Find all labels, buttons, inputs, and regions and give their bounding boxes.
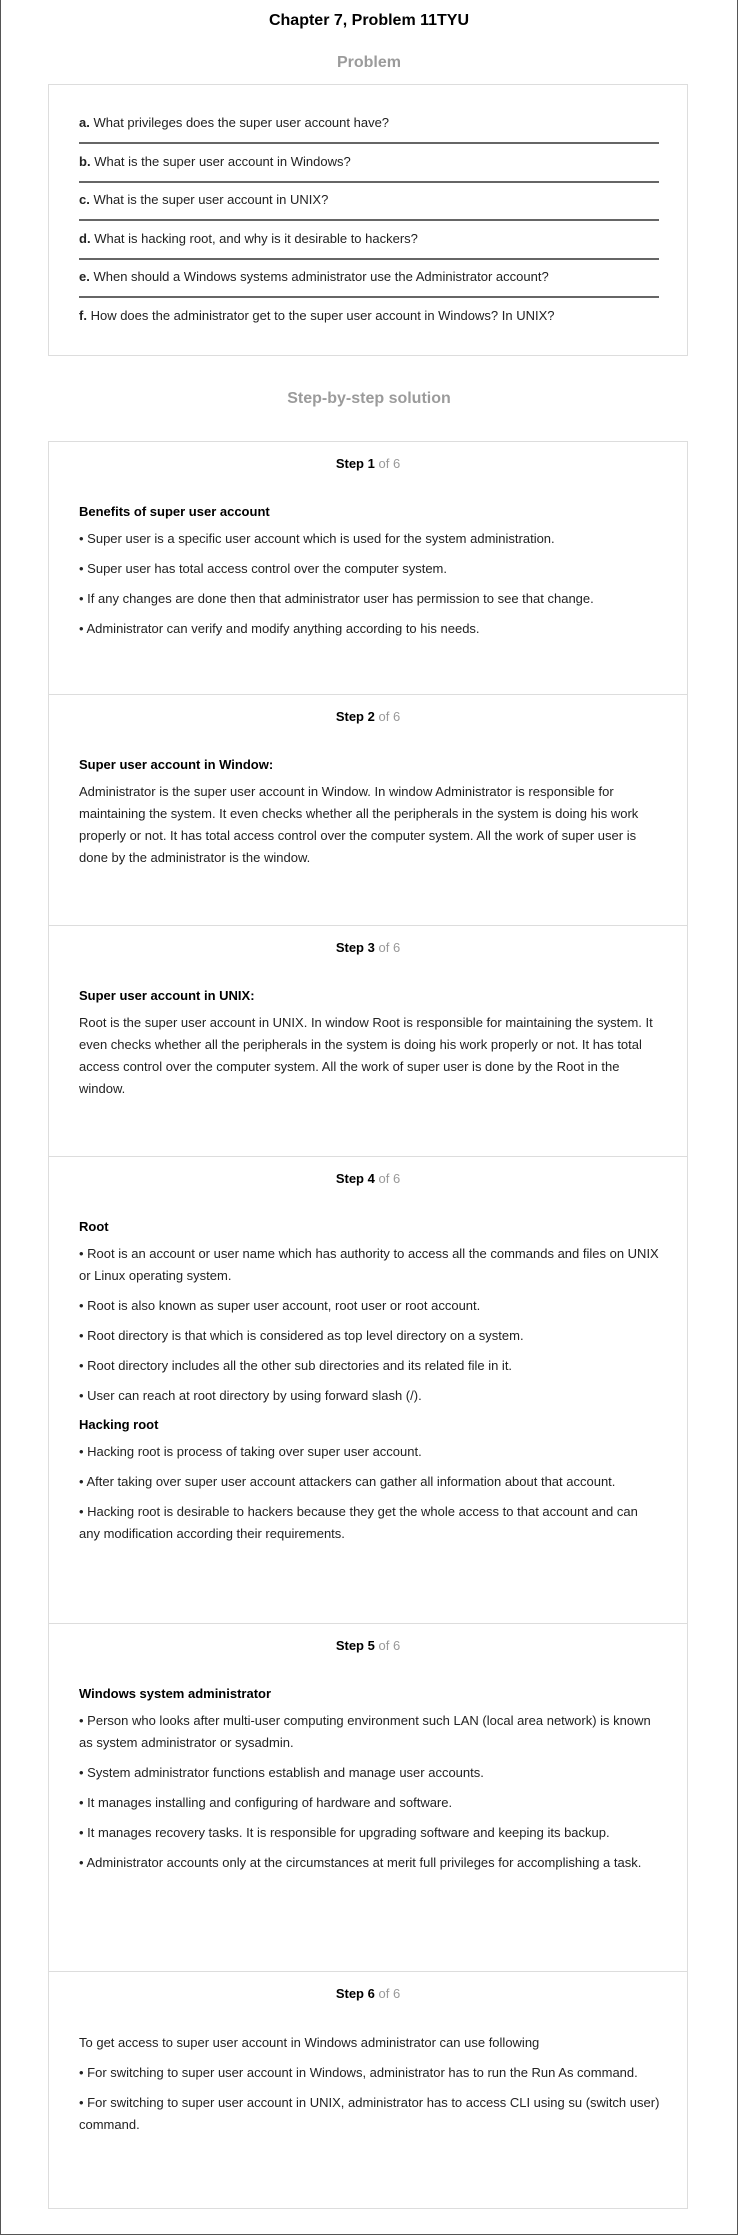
step-header: Step 4 of 6 bbox=[335, 1171, 401, 1186]
solution-box bbox=[48, 441, 688, 2209]
question-divider bbox=[79, 219, 659, 221]
paragraph: Root is the super user account in UNIX. In window Root is responsible for maintaining the system. It even checks whether all the peripherals in the system is doing his work properly or not. It has total access control over the computer system. All the work of super user is done by the Root in the window. bbox=[79, 1015, 653, 1096]
paragraph: To get access to super user account in Windows administrator can use following bbox=[79, 2035, 540, 2050]
step-heading: Root bbox=[79, 1219, 109, 1234]
bullet: • Administrator can verify and modify anything according to his needs. bbox=[79, 621, 480, 636]
question-divider bbox=[79, 296, 659, 298]
step-header: Step 1 of 6 bbox=[335, 456, 401, 471]
step-content bbox=[79, 502, 661, 648]
step-heading: Super user account in Window: bbox=[79, 757, 274, 772]
question-f: f. How does the administrator get to the super user account in Windows? In UNIX? bbox=[79, 308, 555, 323]
step-subheading: Hacking root bbox=[79, 1417, 159, 1432]
question-d: d. What is hacking root, and why is it desirable to hackers? bbox=[79, 231, 418, 246]
step-header: Step 2 of 6 bbox=[335, 709, 401, 724]
step-header: Step 6 of 6 bbox=[335, 1986, 401, 2001]
problem-heading: Problem bbox=[336, 54, 401, 71]
bullet: • System administrator functions establish and manage user accounts. bbox=[79, 1765, 484, 1780]
bullet: • Hacking root is desirable to hackers because they get the whole access to that account and can any modification according their requirements. bbox=[79, 1504, 638, 1541]
step-heading: Benefits of super user account bbox=[79, 504, 270, 519]
bullet: • Person who looks after multi-user computing environment such LAN (local area network) is known as system administrator or sysadmin. bbox=[79, 1713, 651, 1750]
bullet: • Administrator accounts only at the circumstances at merit full privileges for accomplishing a task. bbox=[79, 1855, 642, 1870]
solution-heading: Step-by-step solution bbox=[287, 390, 451, 407]
question-divider bbox=[79, 142, 659, 144]
bullet: • For switching to super user account in UNIX, administrator has to access CLI using su (switch user) command. bbox=[79, 2095, 660, 2132]
step-4 bbox=[49, 1156, 687, 1623]
step-content bbox=[79, 986, 661, 1108]
bullet: • It manages installing and configuring of hardware and software. bbox=[79, 1795, 453, 1810]
bullet: • If any changes are done then that administrator user has permission to see that change. bbox=[79, 591, 594, 606]
bullet: • Root directory is that which is considered as top level directory on a system. bbox=[79, 1328, 524, 1343]
step-3 bbox=[49, 925, 687, 1156]
question-a: a. What privileges does the super user account have? bbox=[79, 115, 390, 130]
question-divider bbox=[79, 258, 659, 260]
bullet: • After taking over super user account attackers can gather all information about that account. bbox=[79, 1474, 616, 1489]
bullet: • User can reach at root directory by using forward slash (/). bbox=[79, 1388, 422, 1403]
step-heading: Windows system administrator bbox=[79, 1686, 272, 1701]
step-content bbox=[79, 1684, 661, 1882]
paragraph: Administrator is the super user account in Window. In window Administrator is responsible for maintaining the system. It even checks whether all the peripherals in the system is doing his work properly or not. It has total access control over the computer system. All the work of super user is done by the administrator is the window. bbox=[79, 784, 639, 865]
step-1 bbox=[49, 442, 687, 694]
bullet: • Root is an account or user name which has authority to access all the commands and files on UNIX or Linux operating system. bbox=[79, 1246, 659, 1283]
step-header: Step 5 of 6 bbox=[335, 1638, 401, 1653]
question-b: b. What is the super user account in Windows? bbox=[79, 154, 351, 169]
problem-box bbox=[48, 84, 688, 356]
step-content bbox=[79, 2032, 661, 2144]
step-2 bbox=[49, 694, 687, 925]
step-5 bbox=[49, 1623, 687, 1971]
bullet: • Super user has total access control over the computer system. bbox=[79, 561, 447, 576]
step-heading: Super user account in UNIX: bbox=[79, 988, 255, 1003]
page-title: Chapter 7, Problem 11TYU bbox=[268, 12, 470, 29]
question-e: e. When should a Windows systems administrator use the Administrator account? bbox=[79, 269, 549, 284]
bullet: • Super user is a specific user account which is used for the system administration. bbox=[79, 531, 555, 546]
bullet: • Root directory includes all the other sub directories and its related file in it. bbox=[79, 1358, 513, 1373]
bullet: • Hacking root is process of taking over super user account. bbox=[79, 1444, 422, 1459]
bullet: • Root is also known as super user account, root user or root account. bbox=[79, 1298, 481, 1313]
question-c: c. What is the super user account in UNIX? bbox=[79, 192, 329, 207]
step-6 bbox=[49, 1971, 687, 2208]
step-content bbox=[79, 1217, 661, 1553]
step-content bbox=[79, 755, 661, 877]
question-divider bbox=[79, 181, 659, 183]
bullet: • For switching to super user account in Windows, administrator has to run the Run As command. bbox=[79, 2065, 638, 2080]
step-header: Step 3 of 6 bbox=[335, 940, 401, 955]
bullet: • It manages recovery tasks. It is responsible for upgrading software and keeping its backup. bbox=[79, 1825, 610, 1840]
